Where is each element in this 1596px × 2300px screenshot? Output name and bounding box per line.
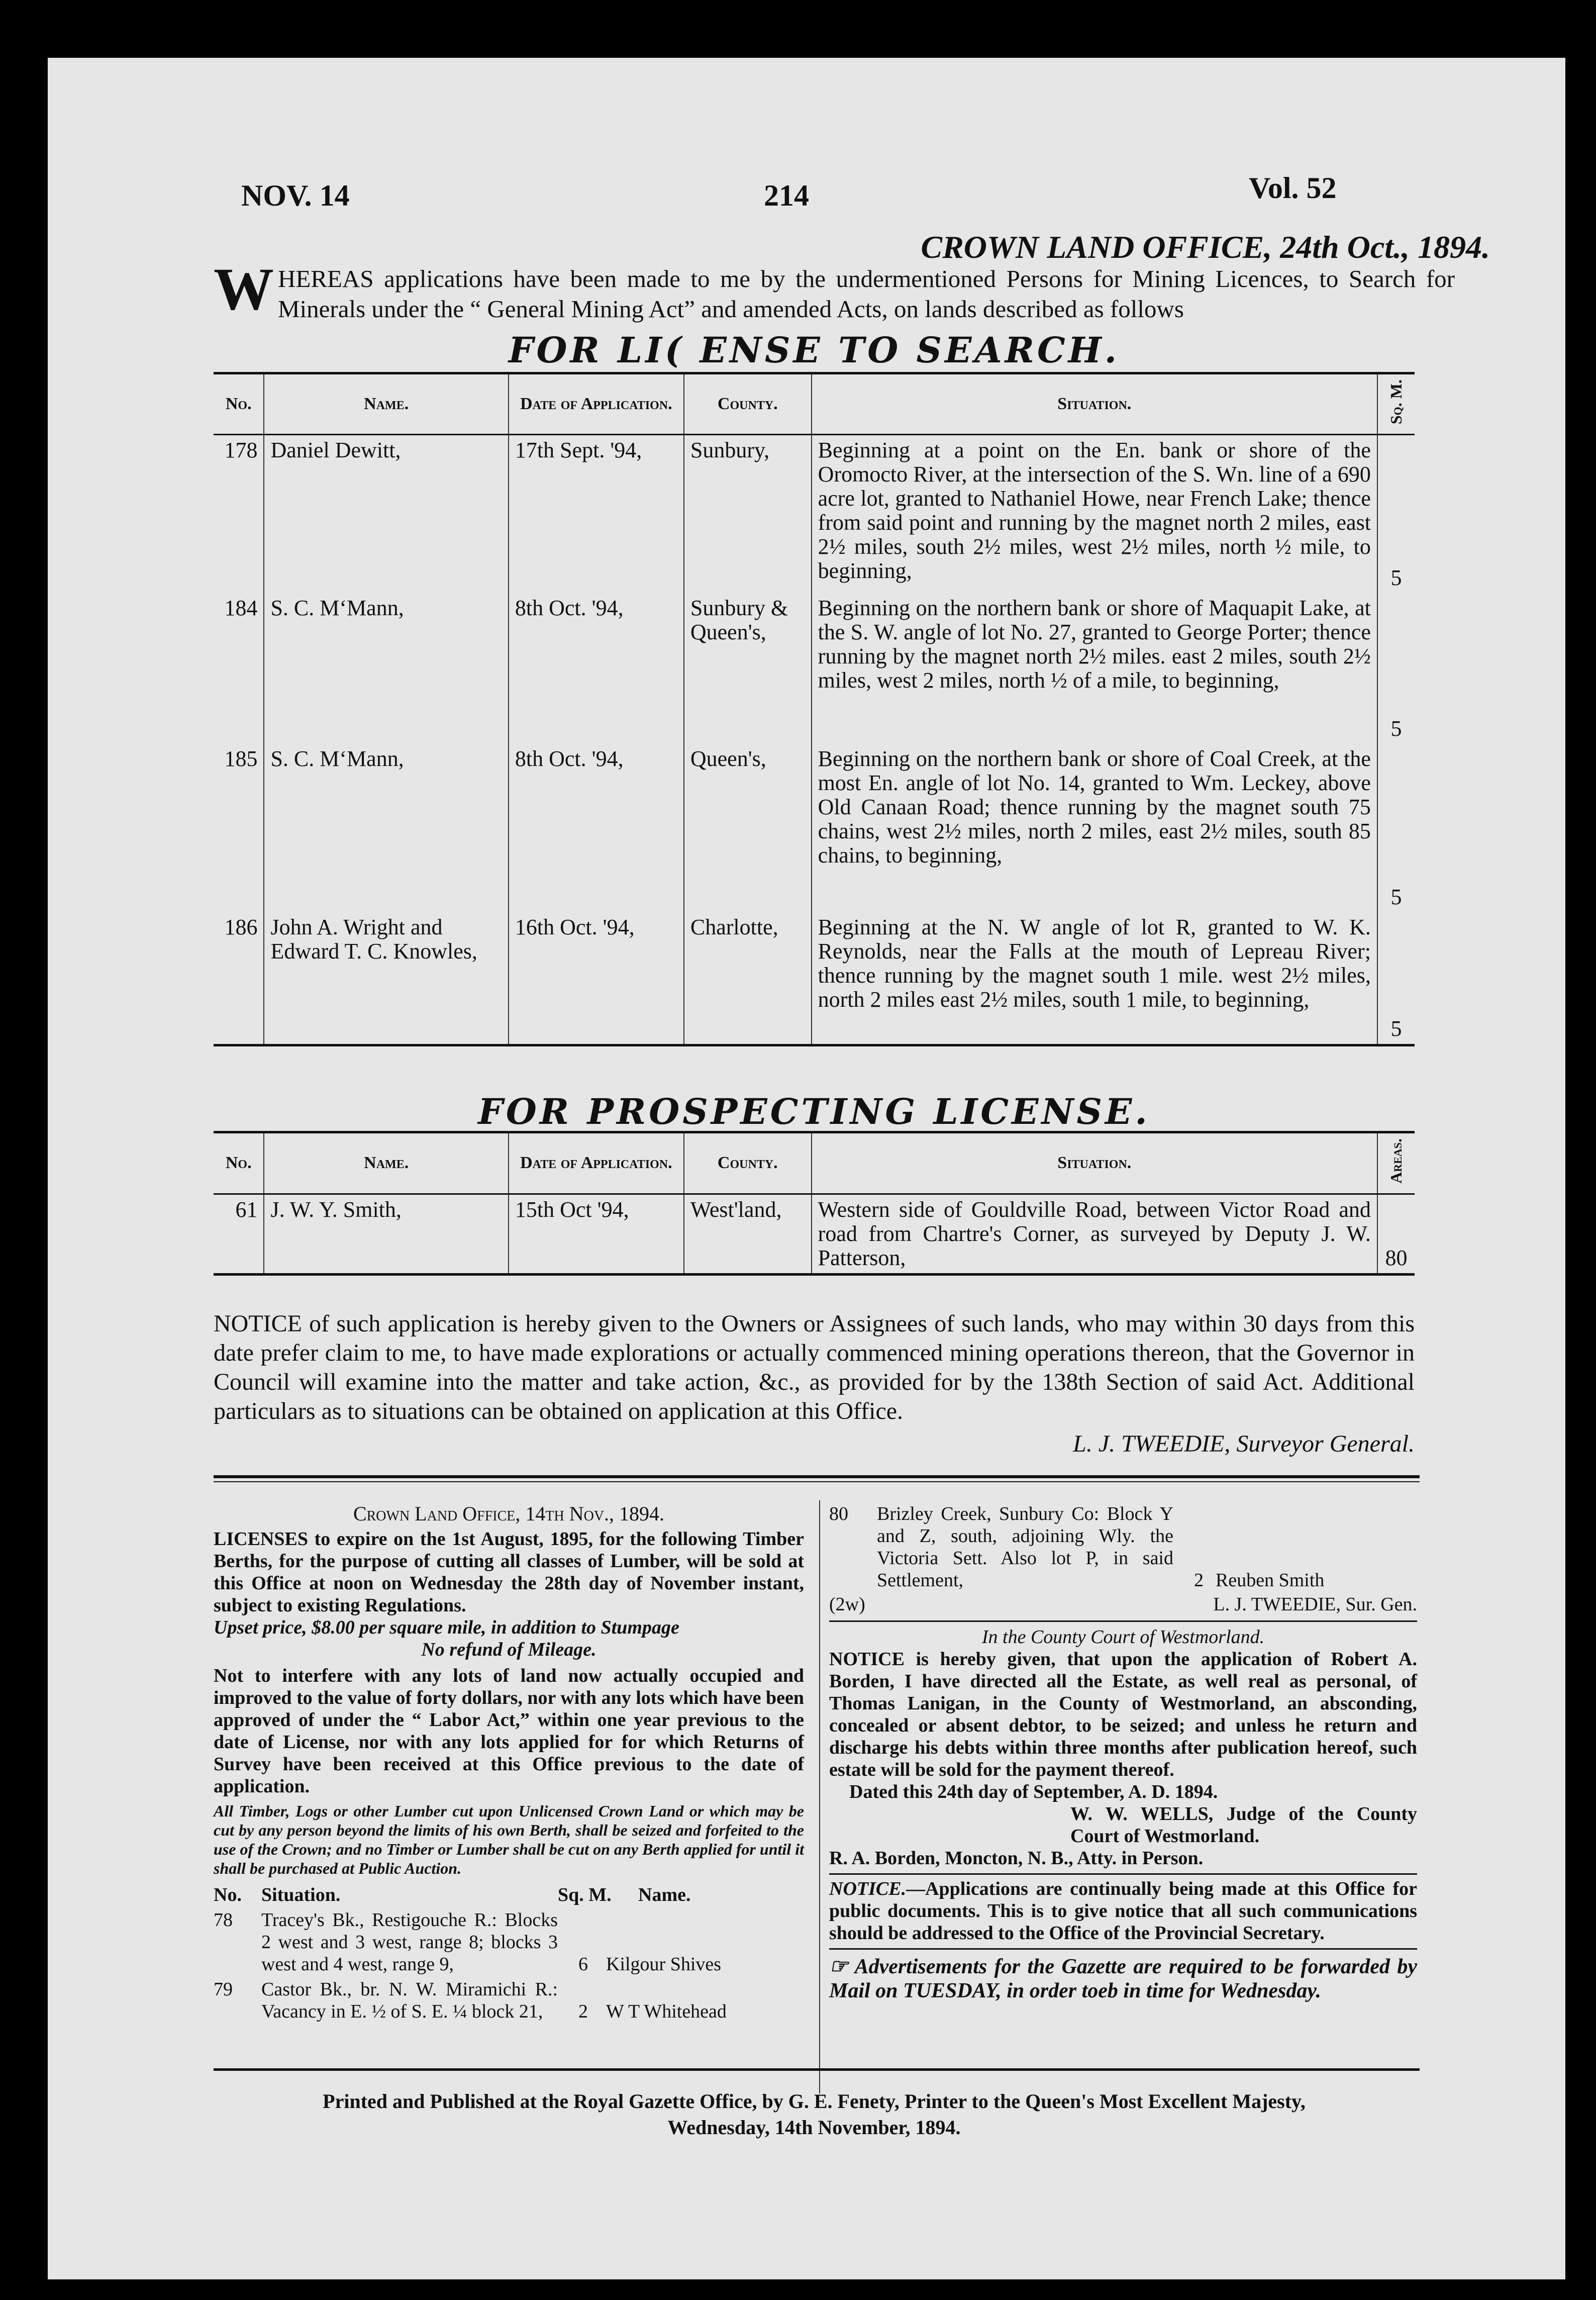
column-header: Date of Application.: [509, 1132, 684, 1194]
county: Sunbury,: [684, 435, 812, 593]
row-number: 186: [214, 912, 264, 1045]
county: West'land,: [684, 1194, 812, 1274]
county-court-judge: W. W. WELLS, Judge of the County Court of Westmorland.: [1070, 1803, 1417, 1847]
timber-conditions: Not to interfere with any lots of land now actually occupied and improved to the value of forty dollars, nor with any lots which have been approved of under the “ Labor Act,” within one year previous to the date of License, nor with any lots applied for for which Returns of Survey have been received at this Office previous to the date of application.: [214, 1665, 804, 1797]
printer-footer: [198, 2088, 1430, 2141]
divider: [829, 1873, 1417, 1875]
divider: [829, 1948, 1417, 1950]
column-header: Areas.: [1377, 1132, 1415, 1194]
pointing-hand-icon: ☞: [829, 1955, 855, 1978]
divider: [214, 2068, 1420, 2071]
county: Charlotte,: [684, 912, 812, 1045]
notice-paragraph: NOTICE of such application is hereby given to the Owners or Assignees of such lands, who may within 30 days from this date prefer claim to me, to have made explorations or actually commenced mining operations thereon, that the Governor in Council will examine into the matter and take action, &c., as provided for by the 138th Section of said Act. Additional particulars as to situations can be obtained on application at this Office.: [214, 1310, 1415, 1424]
advert-text: Advertisements for the Gazette are required to be forwarded by Mail on TUESDAY, in order toeb in time for Wednesday.: [829, 1955, 1417, 2002]
divider: [214, 1475, 1420, 1478]
public-notice-text: —Applications are continually being made at this Office for public documents. This is to give notice that all such communications should be addressed to the Office of the Provincial Secretary.: [829, 1878, 1417, 1944]
intro-text: HEREAS applications have been made to me by the undermentioned Persons for Mining Licences, to Search for Minerals under the “ General Mining Act” and amended Acts, on lands described as follows: [278, 265, 1455, 323]
footer-line-2: Wednesday, 14th November, 1894.: [667, 2116, 961, 2139]
situation: Western side of Gouldville Road, between Victor Road and road from Chartre's Corner, as surveyed by Deputy J. W. Patterson,: [812, 1194, 1377, 1274]
situation: Beginning on the northern bank or shore of Coal Creek, at the most En. angle of lot No. 14, granted to Wm. Leckey, above Old Canaan Road; thence running by the magnet south 75 chains, west 2½ miles, north 2 miles, east 2½ miles, south 85 chains, to beginning,: [812, 744, 1377, 912]
public-notice-label: NOTICE.: [829, 1878, 907, 1899]
table-row: [214, 744, 1415, 912]
column-header: Name.: [264, 373, 508, 435]
application-date: 16th Oct. '94,: [509, 912, 684, 1045]
applicant-name: S. C. M‘Mann,: [264, 744, 508, 912]
county-court-attorney: R. A. Borden, Moncton, N. B., Atty. in Person.: [829, 1848, 1204, 1869]
square-miles: 5: [1377, 744, 1415, 912]
column-header: Name.: [264, 1132, 508, 1194]
footer-line-1: Printed and Published at the Royal Gazette Office, by G. E. Fenety, Printer to the Queen's Most Excellent Majesty,: [323, 2090, 1306, 2113]
timber-signature-row: [829, 1593, 1417, 1615]
timber-tag: (2w): [829, 1594, 865, 1615]
county-court-heading: In the County Court of Westmorland.: [981, 1626, 1265, 1648]
column-divider: [819, 1500, 820, 2093]
applicant-name: John A. Wright and Edward T. C. Knowles,: [264, 912, 508, 1045]
prospect-section-title: FOR PROSPECTING LICENSE.: [478, 1091, 1150, 1132]
upset-price: Upset price, $8.00 per square mile, in addition to Stumpage: [214, 1617, 679, 1638]
table-row: [214, 593, 1415, 744]
office-line: CROWN LAND OFFICE, 24th Oct., 1894.: [921, 229, 1490, 265]
volume-number: Vol. 52: [1249, 171, 1337, 205]
divider: [829, 1620, 1417, 1622]
public-notice: [829, 1878, 1417, 1944]
drop-cap: W: [214, 255, 274, 322]
table-row: [214, 1194, 1415, 1274]
search-license-table: [214, 372, 1415, 1046]
applicant-name: J. W. Y. Smith,: [264, 1194, 508, 1274]
berth-row: 78 Tracey's Bk., Restigouche R.: Blocks 2 west and 3 west, range 8; blocks 3 west and 4 west, range 9, 6 Kilgour Shives: [214, 1909, 722, 1975]
berth-row: 80 Brizley Creek, Sunbury Co: Block Y and Z, south, adjoining Wly. the Victoria Sett. Also lot P, in said Settlement, 2 Reuben Smith: [829, 1503, 1325, 1591]
column-header: No.: [214, 1132, 264, 1194]
application-date: 15th Oct '94,: [509, 1194, 684, 1274]
no-refund: No refund of Mileage.: [421, 1639, 596, 1660]
intro-paragraph: [214, 255, 1455, 324]
table-row: [214, 435, 1415, 593]
issue-date: NOV. 14: [241, 179, 350, 212]
square-miles: 5: [1377, 435, 1415, 593]
application-date: 8th Oct. '94,: [509, 744, 684, 912]
column-header: County.: [684, 373, 812, 435]
timber-notice: [214, 1503, 804, 2023]
column-header: Situation.: [812, 373, 1377, 435]
notice-signature: L. J. TWEEDIE, Surveyor General.: [1073, 1430, 1415, 1457]
prospecting-license-table: [214, 1131, 1415, 1276]
county-court-body: NOTICE is hereby given, that upon the application of Robert A. Borden, I have directed all the Estate, as well real as personal, of Thomas Lanigan, in the County of Westmorland, an absconding, concealed or absent debtor, to be seized; and unless he return and discharge his debts within three months after publication hereof, such estate will be sold for the payment thereof.: [829, 1649, 1417, 1780]
column-header: County.: [684, 1132, 812, 1194]
situation: Beginning on the northern bank or shore of Maquapit Lake, at the S. W. angle of lot No. 27, granted to George Porter; thence running by the magnet north 2½ miles. east 2 miles, south 2½ miles, west 2 miles, north ½ of a mile, to beginning,: [812, 593, 1377, 744]
divider: [214, 1481, 1420, 1482]
timber-body: LICENSES to expire on the 1st August, 1895, for the following Timber Berths, for the purpose of cutting all classes of Lumber, will be sold at this Office at noon on Wednesday the 28th day of November instant, subject to existing Regulations.: [214, 1528, 804, 1616]
berth-table-header: No. Situation. Sq. M. Name.: [214, 1884, 691, 1905]
applicant-name: S. C. M‘Mann,: [264, 593, 508, 744]
berth-row: 79 Castor Bk., br. N. W. Miramichi R.: Vacancy in E. ½ of S. E. ¼ block 21, 2 W T Whitehead: [214, 1979, 727, 2022]
applicant-name: Daniel Dewitt,: [264, 435, 508, 593]
timber-heading: Crown Land Office, 14th Nov., 1894.: [353, 1502, 665, 1525]
areas: 80: [1377, 1194, 1415, 1274]
square-miles: 5: [1377, 912, 1415, 1045]
column-header: Sq. M.: [1377, 373, 1415, 435]
county: Sunbury & Queen's,: [684, 593, 812, 744]
page-number: 214: [764, 179, 809, 212]
table-row: [214, 912, 1415, 1045]
row-number: 61: [214, 1194, 264, 1274]
county-court-dated: Dated this 24th day of September, A. D. 1894.: [849, 1781, 1218, 1802]
timber-forfeit: All Timber, Logs or other Lumber cut upon Unlicensed Crown Land or which may be cut by any person beyond the limits of his own Berth, shall be seized and forfeited to the use of the Crown; and no Timber or Lumber shall be cut on any Berth applied for until it shall be purchased at Public Auction.: [214, 1802, 804, 1877]
square-miles: 5: [1377, 593, 1415, 744]
search-section-title: FOR LI( ENSE TO SEARCH.: [508, 329, 1120, 371]
timber-signature: L. J. TWEEDIE, Sur. Gen.: [1213, 1594, 1417, 1615]
row-number: 185: [224, 746, 258, 771]
row-number: 178: [224, 438, 258, 463]
gazette-page: [48, 58, 1565, 2279]
situation: Beginning at a point on the En. bank or shore of the Oromocto River, at the intersection of the S. Wn. line of a 690 acre lot, granted to Nathaniel Howe, near French Lake; thence from said point and running by the magnet north 2 miles, east 2½ miles, south 2½ miles, west 2½ miles, north ½ mile, to beginning,: [812, 435, 1377, 593]
county: Queen's,: [684, 744, 812, 912]
application-date: 17th Sept. '94,: [509, 435, 684, 593]
situation: Beginning at the N. W angle of lot R, granted to W. K. Reynolds, near the Falls at the mouth of Lepreau River; thence running by the magnet south 1 mile. west 2½ miles, north 2 miles east 2½ miles, south 1 mile, to beginning,: [812, 912, 1377, 1045]
column-header: Situation.: [812, 1132, 1377, 1194]
column-header: No.: [214, 373, 264, 435]
right-column: [829, 1503, 1417, 2003]
advert-notice: [829, 1955, 1417, 2003]
application-date: 8th Oct. '94,: [509, 593, 684, 744]
row-number: 184: [224, 595, 258, 620]
column-header: Date of Application.: [509, 373, 684, 435]
